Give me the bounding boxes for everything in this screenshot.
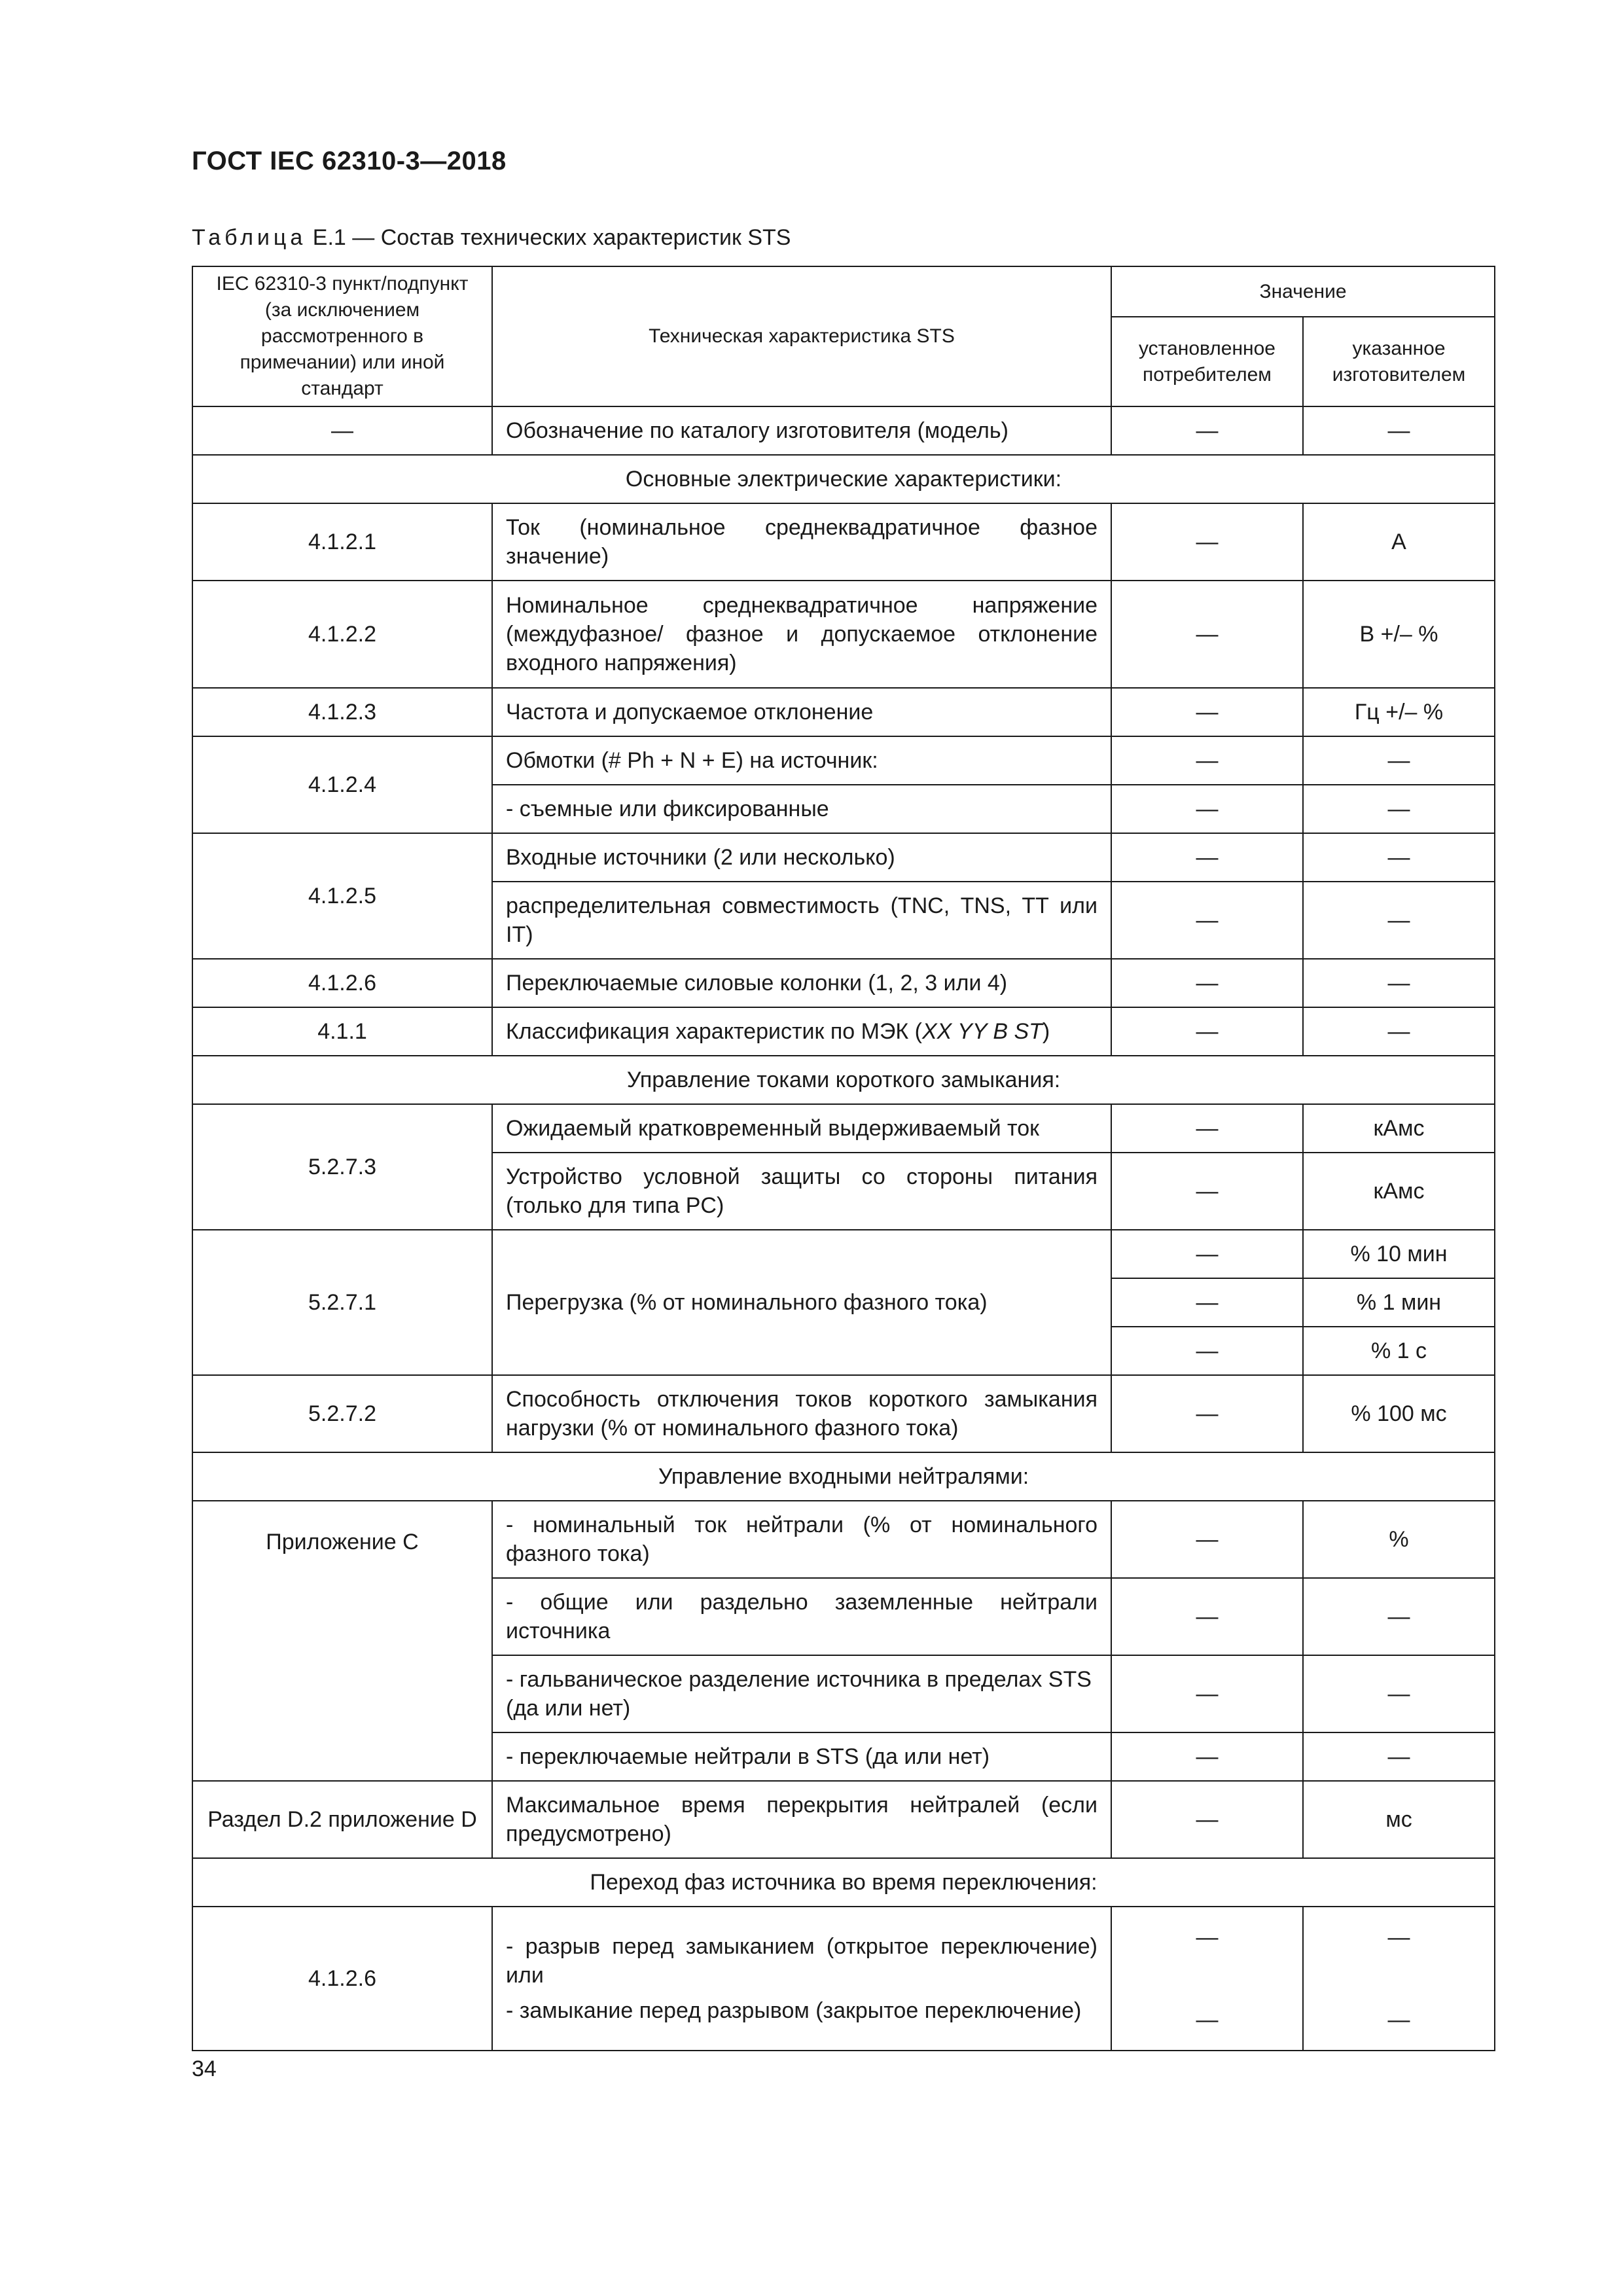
clause-cell: 4.1.2.3 <box>192 688 492 736</box>
characteristic-cell: Способность отключения токов короткого замыкания нагрузки (% от номинального фазного тока) <box>492 1375 1111 1452</box>
clause-cell: 4.1.2.6 <box>192 1907 492 2051</box>
clause-cell: Раздел D.2 приложение D <box>192 1781 492 1858</box>
characteristics-table <box>192 266 1495 2051</box>
clause-cell: Приложение С <box>192 1501 492 1781</box>
caption-label: Таблица <box>192 225 307 250</box>
characteristic-cell: Ток (номинальное среднеквадратичное фазное значение) <box>492 503 1111 581</box>
section-transfer: Переход фаз источника во время переключения: <box>192 1858 1495 1907</box>
manufacturer-value-cell: % 10 мин <box>1303 1230 1495 1278</box>
characteristic-cell: Номинальное среднеквадратичное напряжение (междуфазное/ фазное и допускаемое отклонение входного напряжения) <box>492 581 1111 688</box>
characteristic-cell <box>492 1907 1111 2051</box>
clause-cell: 5.2.7.1 <box>192 1230 492 1375</box>
manufacturer-value-cell: мс <box>1303 1781 1495 1858</box>
characteristic-cell: Обмотки (# Ph + N + E) на источник: <box>492 736 1111 785</box>
user-value-cell: — <box>1111 785 1303 833</box>
caption-number: Е.1 <box>312 225 346 250</box>
manufacturer-value-cell: — <box>1303 1007 1495 1056</box>
section-row <box>192 1056 1495 1104</box>
section-electrical: Основные электрические характеристики: <box>192 455 1495 503</box>
dash-open: — <box>1196 1925 1219 1950</box>
manufacturer-value-cell <box>1303 1907 1495 2051</box>
manufacturer-value-cell: Гц +/– % <box>1303 688 1495 736</box>
characteristic-cell: Перегрузка (% от номинального фазного тока) <box>492 1230 1111 1375</box>
clause-cell: — <box>192 406 492 455</box>
user-value-cell: — <box>1111 1578 1303 1655</box>
characteristic-cell: Ожидаемый кратковременный выдерживаемый ток <box>492 1104 1111 1153</box>
table-row <box>192 503 1495 581</box>
characteristic-cell: - гальваническое разделение источника в пределах STS (да или нет) <box>492 1655 1111 1732</box>
header-characteristic: Техническая характеристика STS <box>492 266 1111 406</box>
user-value-cell: — <box>1111 1501 1303 1578</box>
characteristic-cell: распределительная совместимость (TNC, TNS, TT или IT) <box>492 882 1111 959</box>
clause-cell: 5.2.7.3 <box>192 1104 492 1230</box>
clause-cell: 4.1.2.4 <box>192 736 492 833</box>
dash-open: — <box>1387 1925 1410 1950</box>
table-row <box>192 1501 1495 1578</box>
table-row <box>192 1375 1495 1452</box>
section-row <box>192 1452 1495 1501</box>
table-row <box>192 833 1495 882</box>
manufacturer-value-cell: — <box>1303 882 1495 959</box>
manufacturer-value-cell: % 1 мин <box>1303 1278 1495 1327</box>
clause-cell: 4.1.2.6 <box>192 959 492 1007</box>
manufacturer-value-cell: — <box>1303 785 1495 833</box>
user-value-cell: — <box>1111 1781 1303 1858</box>
user-value-cell: — <box>1111 1327 1303 1375</box>
table-row <box>192 1781 1495 1858</box>
manufacturer-value-cell: кАмс <box>1303 1104 1495 1153</box>
user-value-cell <box>1111 1907 1303 2051</box>
manufacturer-value-cell: — <box>1303 833 1495 882</box>
characteristic-cell: - номинальный ток нейтрали (% от номинального фазного тока) <box>492 1501 1111 1578</box>
header-clause: IEC 62310-3 пункт/подпункт (за исключением рассмотренного в примечании) или иной стандарт <box>192 266 492 406</box>
manufacturer-value-cell: % 1 с <box>1303 1327 1495 1375</box>
manufacturer-value-cell: кАмс <box>1303 1153 1495 1230</box>
table-row <box>192 688 1495 736</box>
table-row <box>192 406 1495 455</box>
characteristic-cell: - общие или раздельно заземленные нейтрали источника <box>492 1578 1111 1655</box>
table-row <box>192 1230 1495 1278</box>
manufacturer-value-cell: — <box>1303 736 1495 785</box>
table-row <box>192 1907 1495 2051</box>
manufacturer-value-cell: — <box>1303 406 1495 455</box>
table-row <box>192 959 1495 1007</box>
characteristic-cell: - съемные или фиксированные <box>492 785 1111 833</box>
user-value-cell: — <box>1111 1732 1303 1781</box>
table-row <box>192 1104 1495 1153</box>
section-row <box>192 1858 1495 1907</box>
header-value: Значение <box>1111 266 1495 317</box>
characteristic-cell: Частота и допускаемое отклонение <box>492 688 1111 736</box>
page-number: 34 <box>192 2056 217 2081</box>
header-value-user: установленное потребителем <box>1111 317 1303 406</box>
characteristic-cell: Обозначение по каталогу изготовителя (модель) <box>492 406 1111 455</box>
table-caption <box>192 225 791 251</box>
characteristic-cell: Максимальное время перекрытия нейтралей (если предусмотрено) <box>492 1781 1111 1858</box>
user-value-cell: — <box>1111 1104 1303 1153</box>
dash-closed: — <box>1387 2007 1410 2032</box>
characteristic-cell: Устройство условной защиты со стороны питания (только для типа PC) <box>492 1153 1111 1230</box>
characteristic-cell: Входные источники (2 или несколько) <box>492 833 1111 882</box>
clause-cell: 4.1.1 <box>192 1007 492 1056</box>
class-text-prefix: Классификация характеристик по МЭК ( <box>506 1019 922 1044</box>
transfer-closed: - замыкание перед разрывом (закрытое переключение) <box>506 1998 1082 2023</box>
characteristic-cell: Переключаемые силовые колонки (1, 2, 3 или 4) <box>492 959 1111 1007</box>
dash-closed: — <box>1196 2007 1219 2032</box>
clause-cell: 4.1.2.5 <box>192 833 492 959</box>
manufacturer-value-cell: В +/– % <box>1303 581 1495 688</box>
caption-title: — Состав технических характеристик STS <box>352 225 791 250</box>
manufacturer-value-cell: — <box>1303 1578 1495 1655</box>
clause-cell: 4.1.2.1 <box>192 503 492 581</box>
user-value-cell: — <box>1111 406 1303 455</box>
user-value-cell: — <box>1111 882 1303 959</box>
user-value-cell: — <box>1111 959 1303 1007</box>
user-value-cell: — <box>1111 1375 1303 1452</box>
manufacturer-value-cell: — <box>1303 1732 1495 1781</box>
manufacturer-value-cell: % 100 мс <box>1303 1375 1495 1452</box>
user-value-cell: — <box>1111 1007 1303 1056</box>
section-neutrals: Управление входными нейтралями: <box>192 1452 1495 1501</box>
manufacturer-value-cell: — <box>1303 1655 1495 1732</box>
section-shortcircuit: Управление токами короткого замыкания: <box>192 1056 1495 1104</box>
user-value-cell: — <box>1111 1278 1303 1327</box>
header-value-manufacturer: указанное изготовителем <box>1303 317 1495 406</box>
characteristic-cell: - переключаемые нейтрали в STS (да или нет) <box>492 1732 1111 1781</box>
manufacturer-value-cell: — <box>1303 959 1495 1007</box>
user-value-cell: — <box>1111 736 1303 785</box>
characteristic-cell <box>492 1007 1111 1056</box>
class-code: XX YY B ST <box>921 1019 1043 1044</box>
class-text-suffix: ) <box>1042 1019 1050 1044</box>
manufacturer-value-cell: % <box>1303 1501 1495 1578</box>
user-value-cell: — <box>1111 581 1303 688</box>
document-header: ГОСТ IEC 62310-3—2018 <box>192 147 507 175</box>
transfer-open: - разрыв перед замыканием (открытое переключение) или <box>506 1934 1097 1988</box>
user-value-cell: — <box>1111 503 1303 581</box>
table-row <box>192 1007 1495 1056</box>
user-value-cell: — <box>1111 1655 1303 1732</box>
user-value-cell: — <box>1111 1153 1303 1230</box>
manufacturer-value-cell: А <box>1303 503 1495 581</box>
user-value-cell: — <box>1111 688 1303 736</box>
table-row <box>192 581 1495 688</box>
user-value-cell: — <box>1111 833 1303 882</box>
table-row <box>192 736 1495 785</box>
clause-cell: 5.2.7.2 <box>192 1375 492 1452</box>
user-value-cell: — <box>1111 1230 1303 1278</box>
clause-cell: 4.1.2.2 <box>192 581 492 688</box>
section-row <box>192 455 1495 503</box>
